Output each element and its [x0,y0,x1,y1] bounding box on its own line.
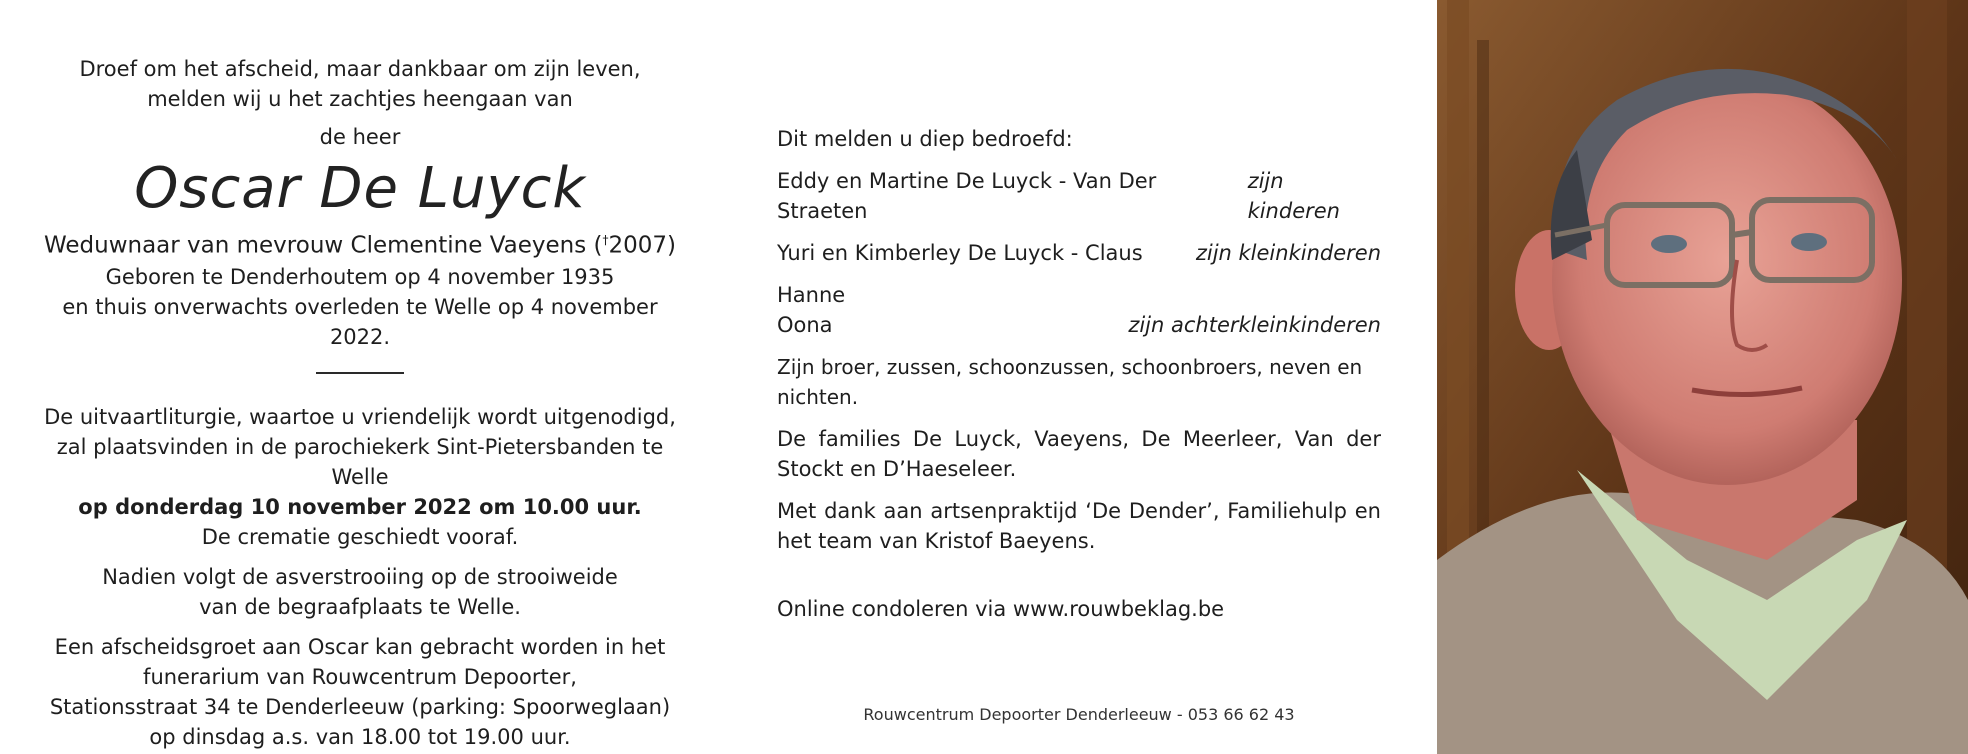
widower-year: 2007 [608,232,668,259]
siblings-line: Zijn broer, zussen, schoonzussen, schoonbroers, neven en nichten. [777,355,1363,409]
great-grandchild-name: Hanne [777,283,846,307]
announcement-column [40,54,680,752]
cremation-line: De crematie geschiedt vooraf. [201,524,519,549]
intro-line-2: melden wij u het zachtjes heengaan van [147,87,573,111]
thanks-line: Met dank aan artsenpraktijd ‘De Dender’, Familiehulp en het team van Kristof Baeyens. [777,499,1381,553]
farewell-line-3: Stationsstraat 34 te Denderleeuw (parking: Spoorweglaan) [49,694,671,719]
portrait-photo [1437,0,1968,754]
online-condolence: Online condoleren via www.rouwbeklag.be [777,597,1225,621]
funeral-line-2: zal plaatsvinden in de parochiekerk Sint-Pietersbanden te Welle [56,434,664,489]
family-names: Yuri en Kimberley De Luyck - Claus [777,241,1143,265]
funeral-datetime: op donderdag 10 november 2022 om 10.00 uur. [78,494,642,519]
family-relation: zijn kinderen [1247,169,1340,223]
family-row [777,238,1381,268]
family-relation: zijn kleinkinderen [1195,241,1381,265]
great-grandchild-name: Oona [777,313,833,337]
born-line: Geboren te Denderhoutem op 4 november 1935 [105,264,615,289]
farewell-line-4: op dinsdag a.s. van 18.00 tot 19.00 uur. [149,724,571,749]
funeral-line-1: De uitvaartliturgie, waartoe u vriendelijk wordt uitgenodigd, [44,404,676,429]
scattering-line-1: Nadien volgt de asverstrooiing op de strooiweide [102,564,618,589]
widower-prefix: Weduwnaar van mevrouw Clementine Vaeyens ( [43,232,603,259]
intro-line-1: Droef om het afscheid, maar dankbaar om zijn leven, [79,57,641,81]
family-column [777,124,1381,556]
deceased-name: Oscar De Luyck [134,156,586,221]
dagger-symbol: † [602,233,609,247]
family-names: Eddy en Martine De Luyck - Van Der Straeten [777,169,1157,223]
families-line: De families De Luyck, Vaeyens, De Meerleer, Van der Stockt en D’Haeseleer. [777,427,1381,481]
divider [316,372,404,374]
family-relation: zijn achterkleinkinderen [1128,313,1381,337]
widower-suffix: ) [667,232,677,259]
farewell-line-1: Een afscheidsgroet aan Oscar kan gebracht worden in het [54,634,666,659]
funeral-home-footer: Rouwcentrum Depoorter Denderleeuw - 053 66 62 43 [863,705,1295,724]
salutation: de heer [319,125,401,149]
died-line: en thuis onverwachts overleden te Welle op 4 november 2022. [62,294,658,349]
portrait-illustration [1437,0,1968,754]
family-row [777,310,1381,340]
widower-line [40,224,680,262]
farewell-line-2: funerarium van Rouwcentrum Depoorter, [143,664,577,689]
scattering-line-2: van de begraafplaats te Welle. [199,594,521,619]
announce-line: Dit melden u diep bedroefd: [777,127,1073,151]
family-row [777,166,1381,226]
